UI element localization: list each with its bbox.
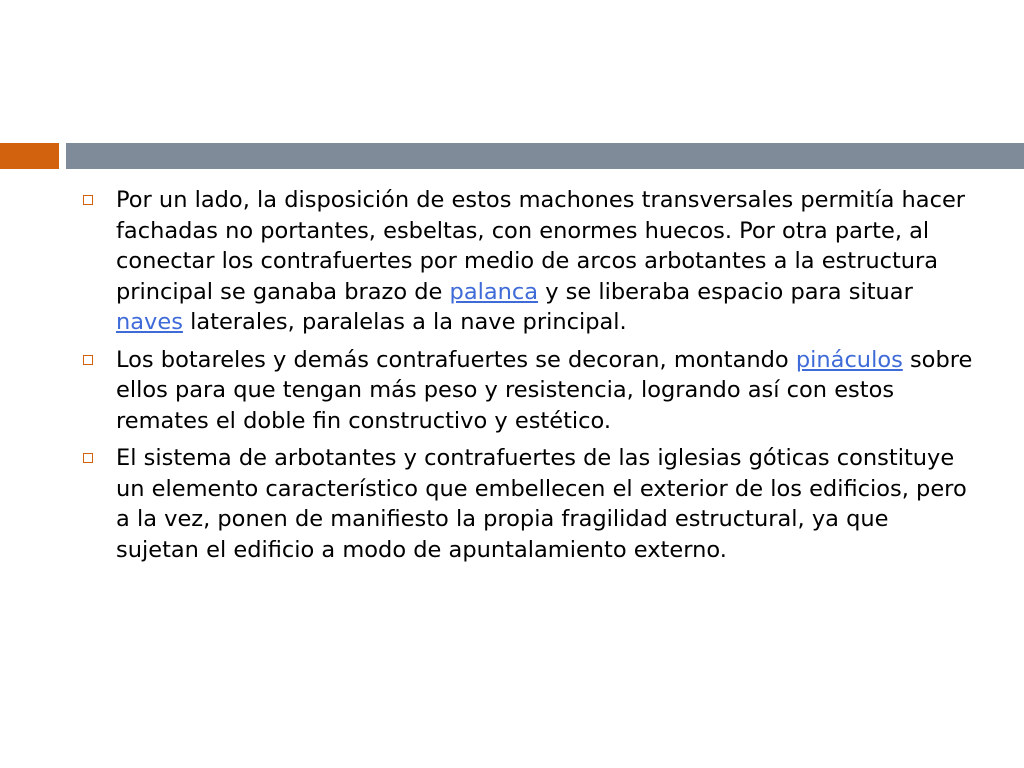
bullet-item [74,185,974,338]
link-pinaculos[interactable]: pináculos [795,346,903,373]
hollow-square-bullet-icon [83,453,93,463]
hollow-square-bullet-icon [83,195,93,205]
bullet-text: laterales, paralelas a la nave principal. [182,309,627,335]
bullet-item [74,345,974,437]
link-naves[interactable]: naves [116,309,183,335]
bullet-text: Por un lado, la disposición de estos machones transversales permitía hacer fachadas no portantes, esbeltas, con enormes huecos. Por otra parte, al conectar los contrafuertes por medio de arcos arbotantes a la estructura principal se ganaba brazo de [116,187,966,305]
header-accent-bar [0,143,59,169]
link-palanca[interactable]: palanca [449,278,539,305]
bullet-list [74,185,974,572]
bullet-text: sobre ellos para que tengan más peso y resistencia, logrando así con estos remates el doble fin constructivo y estético. [116,346,973,434]
header-bar [66,143,1024,169]
bullet-text: El sistema de arbotantes y contrafuertes de las iglesias góticas constituye un elemento característico que embellecen el exterior de los edificios, pero a la vez, ponen de manifiesto la propia fragilidad estructural, ya que sujetan el edificio a modo de apuntalamiento externo. [116,445,967,563]
bullet-text: y se liberaba espacio para situar [538,278,913,305]
bullet-item [74,443,974,565]
hollow-square-bullet-icon [83,355,93,365]
bullet-text: Los botareles y demás contrafuertes se decoran, montando [116,346,796,373]
